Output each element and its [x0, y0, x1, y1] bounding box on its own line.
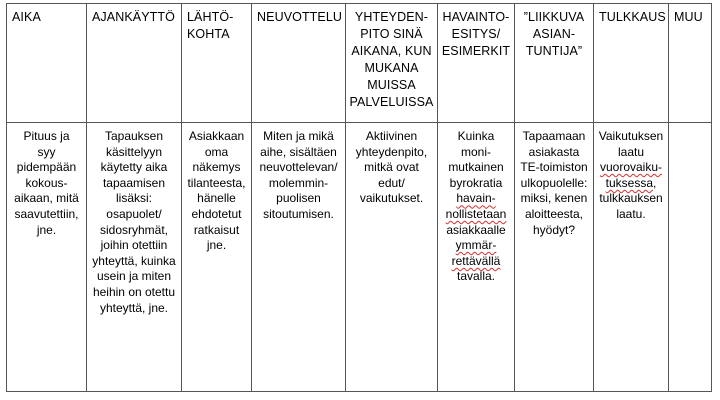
header-havaintoesitys [438, 4, 515, 123]
cell-aika [7, 123, 87, 392]
cell-line: heihin on otettu [92, 284, 176, 299]
cell-line: osapuolet/ [106, 206, 162, 221]
cell-ajankaytto [87, 123, 182, 392]
cell-line: kokous- [25, 175, 68, 190]
cell-line: käsittelyyn [105, 144, 163, 159]
spellcheck-word: ymmär- [455, 238, 497, 253]
cell-line: tavalla. [456, 269, 496, 284]
cell-line [440, 207, 512, 223]
header-line: PALVELUISSA [349, 95, 434, 109]
planning-table [6, 3, 712, 392]
cell-line: syy [37, 144, 56, 159]
cell-line: vaikutukset. [359, 191, 424, 206]
header-line: KOHTA [187, 27, 230, 41]
table-header-row [7, 4, 712, 123]
cell-text: , [653, 175, 657, 190]
header-line: AJANKÄYTTÖ [92, 10, 175, 24]
header-line: PITO SINÄ [360, 27, 423, 41]
header-line: LÄHTÖ- [187, 10, 234, 24]
cell-line: aloitteesta, [524, 206, 584, 221]
cell-line: yhteyttä, kuinka [92, 253, 176, 268]
header-aika [7, 4, 87, 123]
cell-line: asiakasta [528, 144, 580, 159]
document-table-container [6, 3, 711, 392]
header-neuvottelu [252, 4, 346, 123]
cell-line: aihe, sisältäen [260, 144, 337, 159]
cell-line: yhteydenpito, [355, 144, 428, 159]
cell-line: oma [204, 144, 229, 159]
header-line: MUU [674, 10, 703, 24]
cell-line: asiakkaalle [446, 222, 506, 237]
header-liikkuva-asiantuntija [515, 4, 594, 123]
header-line: NEUVOTTELU [257, 10, 343, 24]
cell-havaintoesitys [438, 123, 515, 392]
spellcheck-word: nollistetaan [445, 206, 507, 221]
cell-line: jne. [36, 222, 57, 237]
cell-line: ehdotetut [191, 206, 242, 221]
spellcheck-word: havain- [456, 191, 496, 206]
spellcheck-word: vuorovaiku- [599, 160, 663, 175]
cell-line: Vaikutuksen [598, 129, 664, 143]
header-tulkkaus [594, 4, 669, 123]
header-line: ESIMERKIT [441, 44, 511, 58]
cell-line: TE-toimiston [520, 160, 588, 175]
cell-line: laatu [617, 144, 645, 159]
header-line: TULKKAUS [599, 10, 666, 24]
spellcheck-word: tuksessa [605, 175, 653, 190]
cell-line: puolisen [276, 191, 321, 206]
header-line: MUISSA [367, 78, 416, 92]
cell-line: neuvottelevan/ [259, 160, 338, 175]
header-ajankaytto [87, 4, 182, 123]
cell-line: jne. [206, 238, 227, 253]
header-line: ESITYS/ [451, 27, 501, 41]
cell-line: ratkaisut [193, 222, 240, 237]
cell-line: tilanteesta, [187, 175, 246, 190]
cell-line: yhteyttä, jne. [99, 300, 169, 315]
header-line: ”LIIKKUVA [523, 10, 585, 24]
cell-line: edut/ [378, 175, 405, 190]
cell-line: Aktiivinen [365, 129, 418, 143]
header-line: AIKA [12, 10, 41, 24]
cell-line: ulkopuolelle: [520, 175, 588, 190]
cell-line: sitoutumisen. [263, 206, 334, 221]
cell-line: pidempään [16, 160, 77, 175]
header-line: AIKANA, KUN [351, 44, 432, 58]
cell-line: sidosryhmät, [99, 222, 169, 237]
cell-line: laatu. [616, 206, 646, 221]
cell-line: miksi, kenen [520, 191, 588, 206]
cell-line: Miten ja mikä [263, 129, 334, 143]
cell-line: byrokratia [449, 175, 503, 190]
cell-line: moni- [460, 144, 491, 159]
cell-yhteydenpito [346, 123, 438, 392]
cell-line: saavutettiin, [14, 206, 79, 221]
header-line: TUNTIJA” [525, 44, 583, 58]
cell-line: joihin otettiin [100, 238, 168, 253]
header-yhteydenpito [346, 4, 438, 123]
cell-liikkuva-asiantuntija [515, 123, 594, 392]
table-content-row [7, 123, 712, 392]
cell-line: mutkainen [448, 160, 504, 175]
cell-line: Kuinka [457, 129, 495, 143]
cell-line: käytetty aika [100, 160, 168, 175]
cell-line: tulkkauksen [599, 191, 663, 206]
cell-line: tapaamisen [102, 175, 166, 190]
cell-line: Tapauksen [104, 129, 164, 143]
header-muu [669, 4, 712, 123]
cell-line [596, 176, 666, 192]
cell-line: mitkä ovat [364, 160, 419, 175]
header-line: HAVAINTO- [442, 10, 510, 24]
cell-line: Asiakkaan [188, 129, 245, 143]
header-lahtokohta [182, 4, 252, 123]
cell-lahtokohta [182, 123, 252, 392]
header-line: YHTEYDEN- [354, 10, 429, 24]
cell-line [440, 238, 512, 254]
cell-neuvottelu [252, 123, 346, 392]
cell-line [440, 254, 512, 270]
header-line: ASIAN- [532, 27, 576, 41]
cell-line: usein ja miten [96, 269, 172, 284]
spellcheck-word: rettävällä [451, 253, 501, 268]
cell-line: aikaan, mitä [14, 191, 79, 206]
cell-line: hyödyt? [532, 222, 576, 237]
cell-line [440, 191, 512, 207]
cell-line: lisäksi: [115, 191, 152, 206]
cell-line [596, 160, 666, 176]
cell-tulkkaus [594, 123, 669, 392]
cell-line: Tapaamaan [522, 129, 586, 143]
header-line: MUKANA [364, 61, 419, 75]
cell-line: Pituus ja [23, 129, 70, 143]
cell-line: näkemys [192, 160, 241, 175]
cell-line: hänelle [197, 191, 236, 206]
cell-muu [669, 123, 712, 392]
cell-line: molemmin- [268, 175, 329, 190]
